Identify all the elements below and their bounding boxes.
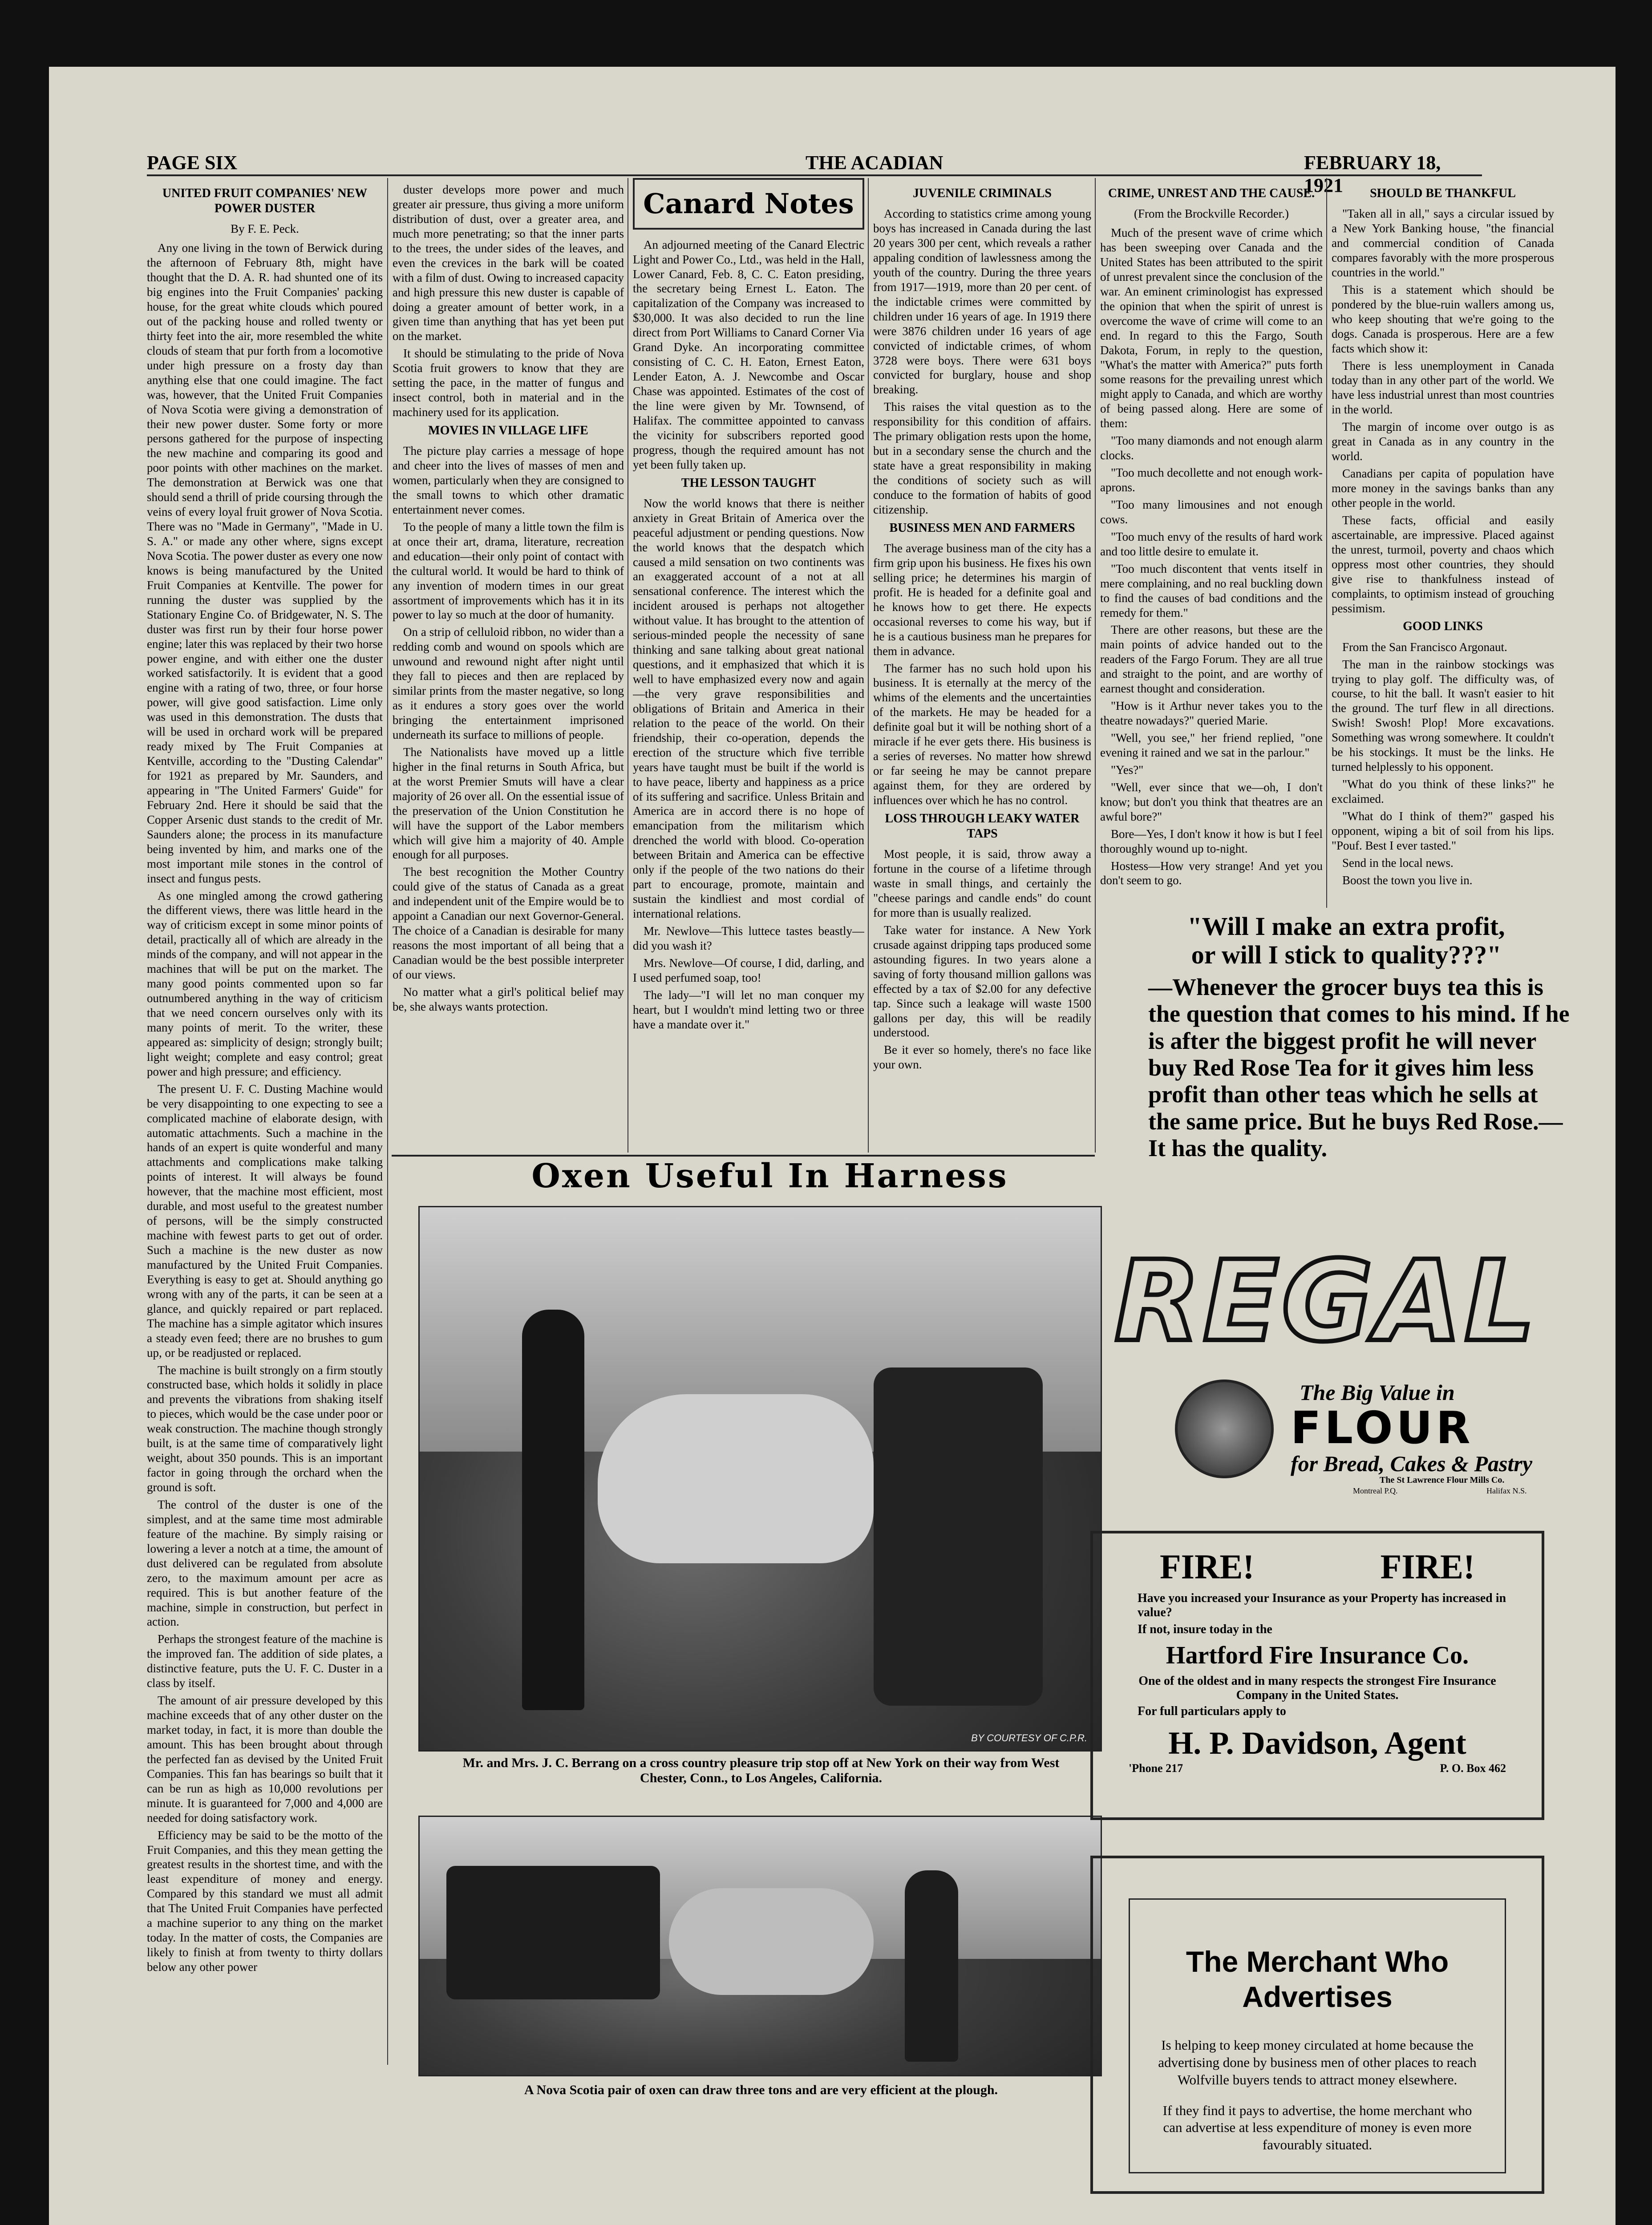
fire-line-3: For full particulars apply to [1138, 1704, 1286, 1718]
section-rule [392, 1155, 1095, 1157]
man-figure [874, 1367, 1043, 1706]
paragraph: The Nationalists have moved up a little higher in the final returns in South Africa, but at the worst Premier Smuts will have a clear majority of 26 over all. On the essential issue of the preservation of the Union Constitution he will have the support of the Labor members which will give him a majority of 40. Ample enough for all purposes. [393, 745, 624, 862]
paragraph: The man in the rainbow stockings was trying to play golf. The difficulty was, of course, to hit the ball. It wasn't easier to hit the ground. The turf flew in all directions. Swish! Swosh! Plop! More excavations. Something was wrong somewhere. It couldn't be his stockings. It must be the links. He turned helplessly to his opponent. [1332, 657, 1554, 774]
masthead: THE ACADIAN [806, 152, 943, 174]
fire-title-2: FIRE! [1380, 1547, 1475, 1586]
paragraph: Send in the local news. [1342, 856, 1454, 870]
paragraph: Mrs. Newlove—Of course, I did, darling, and I used perfumed soap, too! [633, 956, 864, 984]
merchant-title-2: Advertises [1242, 1980, 1393, 2014]
paragraph: "Well, ever since that we—oh, I don't know; but don't you think that theatres are an awful bore?" [1100, 780, 1323, 823]
byline: By F. E. Peck. [231, 222, 299, 236]
photo-caption-2: A Nova Scotia pair of oxen can draw three tons and are very efficient at the plough. [524, 2083, 998, 2097]
paragraph: It should be stimulating to the pride of Nova Scotia fruit growers to know that they are setting the pace, in the matter of fungus and insect control, both in material and in the machinery used for its application. [393, 347, 624, 419]
red-rose-tea-ad [1122, 912, 1571, 1250]
photo-oxen-couple [418, 1206, 1102, 1752]
regal-subtitle: for Bread, Cakes & Pastry [1291, 1451, 1533, 1476]
paragraph: "Well, you see," her friend replied, "one evening it rained and we sat in the parlour." [1100, 731, 1323, 759]
paragraph: Canadians per capita of population have more money in the savings banks than any other people in the world. [1332, 467, 1554, 510]
column-divider [1095, 178, 1096, 1153]
regal-flour: FLOUR [1291, 1402, 1474, 1454]
paragraph: Mr. Newlove—This luttece tastes beastly—did you wash it? [633, 924, 864, 952]
fire-company: Hartford Fire Insurance Co. [1166, 1642, 1469, 1669]
photo-credit: BY COURTESY OF C.P.R. [971, 1732, 1087, 1744]
paragraph: "Yes?" [1111, 763, 1144, 777]
fire-insurance-ad [1090, 1531, 1544, 1820]
fire-question: Have you increased your Insurance as your Property has increased in value? [1138, 1591, 1506, 1619]
headline: GOOD LINKS [1403, 619, 1483, 634]
photo-oxen-cart [418, 1816, 1102, 2076]
paragraph: An adjourned meeting of the Canard Electric Light and Power Co., Ltd., was held in the Hall, Lower Canard, Feb. 8, C. C. Eaton presiding, the secretary being Ernest L. Eaton. The capitalization of the Company was increased to $30,000. It was also decided to run the line direct from Port Williams to Canard Corner Via Grand Dyke. An incorporating committee consisting of C. C. H. Eaton, Ernest Eaton, Lender Eaton, A. J. Newcombe and Oscar Chase was appointed. Estimates of the cost of the line were given by Mr. Townsend, of Halifax. The committee appointed to canvass the vicinity for subscribers reported good progress, though the required amount has not yet been fully taken up. [633, 238, 864, 471]
ad-body: —Whenever the grocer buys tea this is the question that comes to his mind. If he is after the biggest profit he will never buy Red Rose Tea for it gives him less profit than other teas which he sells at the same price. But he buys Red Rose.—It has the quality. [1148, 973, 1570, 1162]
paragraph: Be it ever so homely, there's no face like your own. [873, 1043, 1091, 1072]
paragraph: "Taken all in all," says a circular issued by a New York Banking house, "the financial and commercial condition of Canada compares favorably with the more prosperous countries in the world." [1332, 207, 1554, 279]
headline: CRIME, UNREST AND THE CAUSE. [1108, 186, 1315, 200]
paragraph: "What do I think of them?" gasped his opponent, wiping a bit of soil from his lips. "Pouf. Best I ever tasted." [1332, 809, 1554, 852]
paragraph: "Too many limousines and not enough cows. [1100, 498, 1323, 526]
paragraph: Much of the present wave of crime which has been sweeping over Canada and the United States has been attributed to the spirit of unrest prevalent since the conclusion of the war. An eminent criminologist has expressed the opinion that when the spirit of unrest is overcome the wave of crime will come to an end. In regard to this the Fargo, South Dakota, Forum, in reply to the question, "What's the matter with America?" puts forth some reasons for the prevailing unrest which might apply to Canada, and which are worthy of being passed along. Here are some of them: [1100, 226, 1323, 430]
headline: SHOULD BE THANKFUL [1370, 186, 1516, 200]
ox-figure [598, 1394, 874, 1563]
issue-date: FEBRUARY 18, 1921 [1304, 152, 1441, 196]
man-figure [905, 1870, 958, 2062]
paragraph: These facts, official and easily ascertainable, are impressive. Placed against the unrest, turmoil, poverty and chaos which oppress most other countries, they should give rise to thankfulness instead of complaints, to optimism instead of grouching pessimism. [1332, 513, 1554, 615]
paragraph: The margin of income over outgo is as great in Canada as in any country in the world. [1332, 420, 1554, 463]
headline: BUSINESS MEN AND FARMERS [889, 521, 1075, 535]
merchant-paragraph-1: Is helping to keep money circulated at home because the advertising done by business men of other places to reach Wolfville buyers tends to attract money elsewhere. [1158, 2037, 1477, 2087]
paragraph: This is a statement which should be pondered by the blue-ruin wallers among us, who keep shouting that we're going to the dogs. Canada is prosperous. Here are a few facts which show it: [1332, 283, 1554, 355]
paragraph: The picture play carries a message of hope and cheer into the lives of masses of men and women, particularly when they are consigned to the small towns to which other dramatic entertainment never comes. [393, 444, 624, 516]
paragraph: The machine is built strongly on a firm stoutly constructed base, which holds it solidly in place and prevents the vibrations from shaking itself to pieces, which would be the case under poor or weak construction. The machine though strongly built, is at the same time of comparatively light weight, about 350 pounds. This is an important factor in going through the orchard when the ground is soft. [147, 1363, 383, 1494]
column-divider [868, 178, 869, 1153]
fire-title-1: FIRE! [1160, 1547, 1255, 1586]
headline: JUVENILE CRIMINALS [913, 186, 1052, 200]
paragraph: As one mingled among the crowd gathering the different views, there was little heard in the way of criticism except in some minor points of detail, practically all of which are already in the minds of the company, and will not appear in the machines that will be put on the market. The many good points commented upon so far outnumbered anything in the way of criticism that we need concern ourselves only with its many points of merit. To the writer, these appeared as: simplicity of design; strongly built; light weight; complete and easy control; great power and high pressure; and efficiency. [147, 889, 383, 1078]
fire-description: One of the oldest and in many respects the strongest Fire Insurance Company in the United States. [1138, 1674, 1496, 1702]
paragraph: According to statistics crime among young boys has increased in Canada during the last 20 years 300 per cent, which reveals a rather appaling condition of lawlessness among the youth of the country. During the three years from 1917—1919, more than 20 per cent. of the indictable crimes were committed by children under 16 years of age. In 1919 there were 3876 children under 16 years of age convicted of indictable crimes, of whom 3728 were boys. There were 631 boys convicted for burglary, house and shop breaking. [873, 207, 1091, 396]
fire-line-2: If not, insure today in the [1138, 1622, 1272, 1636]
regal-flour-ad [1104, 1237, 1549, 1495]
paragraph: Bore—Yes, I don't know it how is but I feel thoroughly wound up to-night. [1100, 827, 1323, 855]
page-number: PAGE SIX [147, 152, 238, 174]
paragraph: Hostess—How very strange! And yet you don't seem to go. [1100, 859, 1323, 887]
paragraph: Most people, it is said, throw away a fortune in the course of a lifetime through waste in small things, and certainly the "cheese parings and candle ends" do count for more than is usually realized. [873, 847, 1091, 919]
headline: MOVIES IN VILLAGE LIFE [428, 424, 588, 437]
paragraph: Efficiency may be said to be the motto of the Fruit Companies, and this they mean getting the greatest results in the shortest time, and with the least expenditure of money and energy. Compared by this standard we must all admit that The United Fruit Companies have perfected a machine superior to any thing on the market today. In the matter of costs, the Companies are likely to finish at from twenty to thirty dollars below any other power [147, 1828, 383, 1974]
regal-city-2: Halifax N.S. [1486, 1486, 1527, 1495]
paragraph: "Too many diamonds and not enough alarm clocks. [1100, 434, 1323, 462]
paragraph: duster develops more power and much greater air pressure, thus giving a more uniform distribution of dust, over a greater area, and much more penetrating; so that the inner parts to the trees, the under sides of the leaves, and even the crevices in the bark will be coated with a film of dust. Owing to increased capacity and high pressure this new duster is capable of doing a greater amount of better work, in a given time than anything that has yet been put on the market. [393, 183, 624, 343]
paragraph: The farmer has no such hold upon his business. It is eternally at the mercy of the whims of the elements and the uncertainties of the markets. He may be headed for a definite goal but it will be nothing short of a miracle if he ever gets there. His business is a series of reverses. No matter how shrewd or far seeing he may be cannot prepare against them, for they are ordered by influences over which he has no control. [873, 661, 1091, 807]
paragraph: Take water for instance. A New York crusade against dripping taps produced some astounding figures. In two years alone a saving of forty thousand million gallons was effected by a tax of $2.00 for any defective tap. Since such a leakage will waste 1500 gallons per day, this will be readily understood. [873, 923, 1091, 1040]
regal-seal-icon [1175, 1380, 1274, 1478]
oxen-pair-figure [669, 1888, 874, 1995]
paragraph: Perhaps the strongest feature of the machine is the improved fan. The addition of side plates, a distinctive feature, puts the U. F. C. Duster in a class by itself. [147, 1632, 383, 1690]
article-should-be-thankful [1332, 182, 1554, 908]
article-power-duster [147, 182, 383, 2065]
article-movies [393, 182, 624, 1153]
column-divider [1326, 178, 1327, 908]
source-line: (From the Brockville Recorder.) [1134, 207, 1289, 221]
paragraph: Now the world knows that there is neither anxiety in Great Britain of America over the peaceful adjustment or pending questions. Now the world knows that the despatch which caused a mild sensation on two continents was an exaggerated account of a not at all sensational conference. The interest which the incident aroused is perhaps not altogether without value. It has brought to the attention of serious-minded people the necessity of sane thinking and sane talking about great national questions, and it emphasized that which it is well to have emphasized every now and again—the very grave responsibilities and obligations of Britain and America in their relation to the peace of the world. On their friendship, their co-operation, depends the erection of the structure which five terrible years have taught must be built if the world is to have peace, liberty and happiness as a price of its suffering and sacrifice. Unless Britain and America are in accord there is no hope of emancipation from the militarism which drenched the world with blood. Co-operation between Britain and America can be effective only if the people of the two nations do their part to encourage, promote, maintain and sustain the kindliest and most cordial of international relations. [633, 496, 864, 921]
paragraph: "Too much discontent that vents itself in mere complaining, and no real buckling down to find the causes of bad conditions and the remedy for them." [1100, 562, 1323, 619]
paragraph: "Too much decollette and not enough work-aprons. [1100, 466, 1323, 494]
merchant-paragraph-2: If they find it pays to advertise, the home merchant who can advertise at less expenditure of money is even more favourably situated. [1162, 2102, 1472, 2153]
paragraph: There is less unemployment in Canada today than in any other part of the world. We have less industrial unrest than most countries in the world. [1332, 359, 1554, 417]
ad-question-line-1: "Will I make an extra profit, [1187, 912, 1505, 941]
paragraph: Any one living in the town of Berwick during the afternoon of February 8th, might have thought that the D. A. R. had shunted one of its big engines into the Fruit Companies' packing house, for the great white clouds which poured out of the packing house and rolled twenty or thirty feet into the air, more resembled the white clouds of steam that pur forth from a locomotive under high pressure on a frosty day than anything else that one could imagine. The fact was, however, that the United Fruit Companies of Nova Scotia were giving a demonstration of their new power duster. Some forty or more persons gathered for the purpose of inspecting the new machine and comparing its good and poor points with other machines on the market. The demonstration at Berwick was one that should send a thrill of pride coursing through the veins of every loyal fruit grower of Nova Scotia. There was no "Made in Germany", "Made in U. S. A." or made any other where, signs except Nova Scotia. The power duster as every one now knows is being manufactured by the United Fruit Companies at Kentville. The power for running the duster was supplied by the Stationary Engine Co. of Bridgewater, N. S. The duster was first run by their four horse power engine; later this was replaced by their two horse power engine, and with either one the duster worked satisfactorily. It is evident that a good engine with a rating of two, three, or four horse power, will give good satisfaction. Lime only was used in this demonstration. The dusts that will be used in orchard work will be prepared ready mixed by The Fruit Companies at Kentville, according to the "Dusting Calendar" for 1921 as prepared by Mr. Saunders, and appearing in "The United Farmers' Guide" for February 2nd. Here it should be said that the Copper Arsenic dust stands to the credit of Mr. Saunders alone; the process in its manufacture being invented by him, and marks one of the most important mile stones in the control of insect and fungus pests. [147, 241, 383, 885]
paragraph: The amount of air pressure developed by this machine exceeds that of any other duster on the market today, in fact, it is more than double the amount. This has been brought about through the perfected fan as devised by the United Fruit Companies. This fan has bearings so built that it can be run as high as 10,000 revolutions per minute. It is guaranteed for 7,000 and 4,000 are needed for doing satisfactory work. [147, 1694, 383, 1824]
column-divider [387, 178, 388, 2065]
paragraph: To the people of many a little town the film is at once their art, drama, literature, recreation and education—their only point of contact with the cultural world. It would be hard to think of any invention of modern times in our great assortment of improvements which has it in its power to lay so much at the door of humanity. [393, 520, 624, 622]
fire-agent: H. P. Davidson, Agent [1168, 1725, 1466, 1761]
paragraph: The average business man of the city has a firm grip upon his business. He fixes his own selling price; he determines his margin of profit. He is headed for a definite goal and he knows how to get there. He expects occasional reverses to come his way, but if he is a cautious business man he prepares for them in advance. [873, 542, 1091, 658]
regal-maker: The St Lawrence Flour Mills Co. [1380, 1475, 1505, 1485]
paragraph: The best recognition the Mother Country could give of the status of Canada as a great and independent unit of the Empire would be to appoint a Canadian our next Governor-General. The choice of a Canadian is desirable for many reasons the most important of all being that a Canadian would be the best possible interpreter of our views. [393, 865, 624, 981]
paragraph: On a strip of celluloid ribbon, no wider than a redding comb and wound on spools which are unwound and rewound night after night until they fall to pieces and then are replaced by similar prints from the master negative, so long as it endures a story goes over the world bringing the entertainment imprisoned underneath its surface to millions of people. [393, 625, 624, 741]
fire-phone: 'Phone 217 [1129, 1762, 1183, 1775]
photo-feature-title: Oxen Useful In Harness [531, 1157, 1008, 1195]
article-juvenile-criminals [873, 182, 1091, 1153]
merchant-title-1: The Merchant Who [1186, 1945, 1449, 1978]
canard-notes-title: Canard Notes [633, 178, 864, 230]
article-canard-notes [633, 178, 864, 1153]
headline: THE LESSON TAUGHT [681, 476, 816, 490]
headline: UNITED FRUIT COMPANIES' NEW POWER DUSTER [162, 186, 368, 216]
paragraph: There are other reasons, but these are the main points of advice handed out to the readers of the Fargo Forum. They are all true and straight to the point, and are worthy of earnest thought and consideration. [1100, 623, 1323, 696]
regal-city-1: Montreal P.Q. [1353, 1486, 1398, 1495]
paragraph: "How is it Arthur never takes you to the theatre nowadays?" queried Marie. [1100, 699, 1323, 728]
paragraph: From the San Francisco Argonaut. [1342, 640, 1507, 654]
paragraph: "Too much envy of the results of hard work and too little desire to emulate it. [1100, 530, 1323, 558]
paragraph: The lady—"I will let no man conquer my heart, but I wouldn't mind letting two or three have a mandate over it." [633, 988, 864, 1031]
regal-logo: REGAL [1114, 1237, 1538, 1366]
paragraph: Boost the town you live in. [1342, 873, 1473, 887]
photo-caption-1: Mr. and Mrs. J. C. Berrang on a cross country pleasure trip stop off at New York on their way from West Chester, Conn., to Los Angeles, California. [462, 1756, 1060, 1785]
regal-tagline: The Big Value in [1300, 1380, 1455, 1405]
paragraph: No matter what a girl's political belief may be, she always wants protection. [393, 985, 624, 1013]
paragraph: The control of the duster is one of the simplest, and at the same time most admirable feature of the machine. By simply raising or lowering a lever a notch at a time, the amount of dust delivered can be regulated from absolute zero, to the maximum amount per acre as required. This is but another feature of the machine, simple in construction, but perfect in action. [147, 1497, 383, 1629]
woman-figure [522, 1310, 584, 1710]
header-rule [147, 174, 1482, 176]
paragraph: The present U. F. C. Dusting Machine would be very disappointing to one expecting to see a complicated machine of elaborate design, with automatic attachments. Such a machine in the hands of an expert is quite wonderful and many attachments and complications make talking points of interest. It will always be found however, that the machine most efficient, most durable, and most useful to the greatest number of persons, will be the simply constructed machine with fewest parts to get out of order. Such a machine is the new duster as now manufactured by the United Fruit Companies. Everything is easy to get at. Should anything go wrong with any of the parts, it can be seen at a glance, and quickly repaired or part replaced. The machine has a simple agitator which insures a steady even feed; there are no brushes to gum up, or be readjusted or replaced. [147, 1082, 383, 1359]
cart-figure [446, 1866, 660, 1999]
merchant-ad [1090, 1856, 1544, 2194]
paragraph: This raises the vital question as to the responsibility for this condition of affairs. The primary obligation rests upon the home, but in a secondary sense the church and the state have a great responsibility in making the conditions of society such as will conduce to the formation of habits of good citizenship. [873, 400, 1091, 516]
paragraph: "What do you think of these links?" he exclaimed. [1332, 777, 1554, 805]
headline: LOSS THROUGH LEAKY WATER TAPS [885, 811, 1080, 841]
fire-pobox: P. O. Box 462 [1440, 1762, 1506, 1775]
ad-question-line-2: or will I stick to quality???" [1191, 940, 1502, 969]
